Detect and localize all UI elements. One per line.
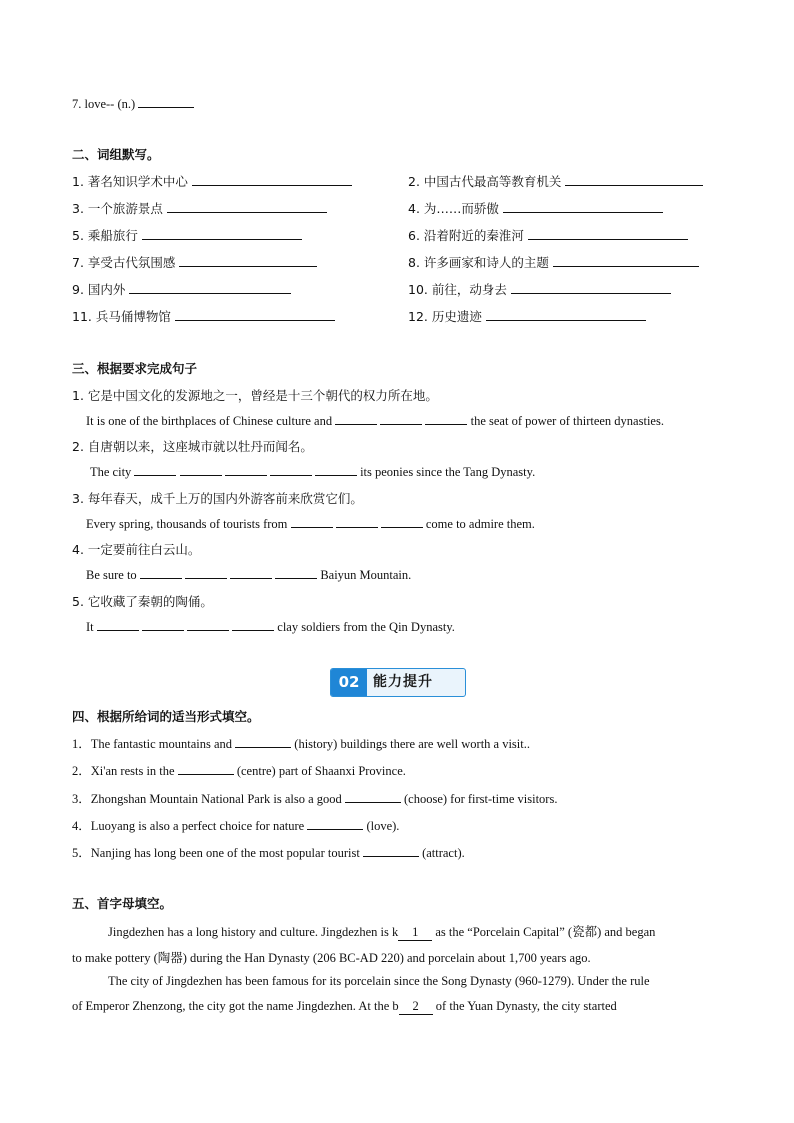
sentence-text: Every spring, thousands of tourists from xyxy=(86,517,288,531)
phrase-label: 5. 乘船旅行 xyxy=(72,228,138,243)
answer-blank[interactable] xyxy=(315,463,357,476)
answer-blank[interactable] xyxy=(528,227,688,240)
sentence-text: its peonies since the Tang Dynasty. xyxy=(360,465,536,479)
phrase-label: 3. 一个旅游景点 xyxy=(72,201,163,216)
answer-blank-2[interactable] xyxy=(399,999,433,1015)
question-text: 3．Zhongshan Mountain National Park is also a good xyxy=(72,792,342,806)
phrase-label: 2. 中国古代最高等教育机关 xyxy=(408,174,562,189)
answer-blank-1[interactable] xyxy=(398,925,432,941)
question-text: 1．The fantastic mountains and xyxy=(72,737,233,751)
answer-blank[interactable] xyxy=(425,412,467,425)
answer-blank[interactable] xyxy=(140,566,182,579)
badge-text: 能力提升 xyxy=(373,674,433,690)
answer-blank[interactable] xyxy=(129,281,291,294)
phrase-label: 8. 许多画家和诗人的主题 xyxy=(408,255,549,270)
badge-number: 02 xyxy=(331,669,367,696)
answer-blank[interactable] xyxy=(187,618,229,631)
phrase-item-3 xyxy=(72,199,327,217)
phrase-item-7 xyxy=(72,253,317,271)
sentence-en-4 xyxy=(86,566,411,583)
answer-blank[interactable] xyxy=(142,227,302,240)
sentence-en-5 xyxy=(86,618,455,635)
sentence-text: It xyxy=(86,620,94,634)
sentence-en-1 xyxy=(86,412,664,429)
answer-blank[interactable] xyxy=(138,95,194,108)
section5-title: 五、首字母填空。 xyxy=(72,896,173,911)
blank-number: 2 xyxy=(412,999,419,1013)
question-text: (choose) for first-time visitors. xyxy=(404,792,558,806)
answer-blank[interactable] xyxy=(380,412,422,425)
passage-line xyxy=(108,922,655,941)
item-love xyxy=(72,95,194,112)
answer-blank[interactable] xyxy=(345,790,401,803)
phrase-label: 11. 兵马俑博物馆 xyxy=(72,309,171,324)
answer-blank[interactable] xyxy=(142,618,184,631)
phrase-item-5 xyxy=(72,226,302,244)
sentence-text: come to admire them. xyxy=(425,517,535,531)
sentence-cn-1: 1. 它是中国文化的发源地之一，曾经是十三个朝代的权力所在地。 xyxy=(72,388,438,403)
question-text: (love). xyxy=(366,819,400,833)
phrase-label: 10. 前往，动身去 xyxy=(408,282,507,297)
question-text: (attract). xyxy=(422,846,465,860)
section2-title: 二、词组默写。 xyxy=(72,147,160,162)
answer-blank[interactable] xyxy=(225,463,267,476)
passage-text: of Emperor Zhenzong, the city got the name Jingdezhen. At the b xyxy=(72,999,399,1013)
answer-blank[interactable] xyxy=(180,463,222,476)
answer-blank[interactable] xyxy=(134,463,176,476)
answer-blank[interactable] xyxy=(185,566,227,579)
phrase-label: 9. 国内外 xyxy=(72,282,126,297)
sentence-cn-3: 3. 每年春天，成千上万的国内外游客前来欣赏它们。 xyxy=(72,491,363,506)
blank-number: 1 xyxy=(412,925,419,939)
sentence-text: clay soldiers from the Qin Dynasty. xyxy=(277,620,455,634)
phrase-label: 7. 享受古代氛围感 xyxy=(72,255,176,270)
section4-title: 四、根据所给词的适当形式填空。 xyxy=(72,709,260,724)
section3-title: 三、根据要求完成句子 xyxy=(72,361,198,376)
phrase-item-2 xyxy=(408,172,703,190)
passage-line: The city of Jingdezhen has been famous for its porcelain since the Song Dynasty (960-1279). Under the rule xyxy=(108,974,650,988)
answer-blank[interactable] xyxy=(486,308,646,321)
sentence-text: Be sure to xyxy=(86,568,137,582)
phrase-label: 6. 沿着附近的秦淮河 xyxy=(408,228,524,243)
answer-blank[interactable] xyxy=(175,308,335,321)
answer-blank[interactable] xyxy=(565,173,703,186)
phrase-label: 4. 为……而骄傲 xyxy=(408,201,499,216)
answer-blank[interactable] xyxy=(192,173,352,186)
phrase-item-9 xyxy=(72,280,291,298)
answer-blank[interactable] xyxy=(336,515,378,528)
sentence-cn-4: 4. 一定要前往白云山。 xyxy=(72,542,201,557)
question-text: (history) buildings there are well worth a visit.. xyxy=(294,737,530,751)
sentence-text: the seat of power of thirteen dynasties. xyxy=(470,414,664,428)
sentence-text: The city xyxy=(90,465,132,479)
answer-blank[interactable] xyxy=(291,515,333,528)
answer-blank[interactable] xyxy=(511,281,671,294)
phrase-label: 12. 历史遗迹 xyxy=(408,309,482,324)
phrase-item-10 xyxy=(408,280,671,298)
sentence-text: It is one of the birthplaces of Chinese culture and xyxy=(86,414,333,428)
answer-blank[interactable] xyxy=(97,618,139,631)
phrase-item-12 xyxy=(408,307,646,325)
answer-blank[interactable] xyxy=(307,817,363,830)
question-text: 2．Xi'an rests in the xyxy=(72,764,175,778)
answer-blank[interactable] xyxy=(230,566,272,579)
passage-text: Jingdezhen has a long history and culture. Jingdezhen is k xyxy=(108,925,399,939)
sentence-en-2 xyxy=(90,463,535,480)
phrase-item-1 xyxy=(72,172,352,190)
answer-blank[interactable] xyxy=(235,735,291,748)
phrase-item-6 xyxy=(408,226,688,244)
answer-blank[interactable] xyxy=(275,566,317,579)
item-love-text: 7. love-- (n.) xyxy=(72,97,136,111)
question-text: (centre) part of Shaanxi Province. xyxy=(236,764,406,778)
passage-text: of the Yuan Dynasty, the city started xyxy=(435,999,617,1013)
wordform-item-1 xyxy=(72,734,530,752)
sentence-cn-5: 5. 它收藏了秦朝的陶俑。 xyxy=(72,594,213,609)
section-badge xyxy=(330,668,466,697)
question-text: 5．Nanjing has long been one of the most popular tourist xyxy=(72,846,360,860)
wordform-item-3 xyxy=(72,789,557,807)
passage-text: as the “Porcelain Capital” (瓷都) and began xyxy=(435,925,656,939)
wordform-item-4 xyxy=(72,816,399,834)
answer-blank[interactable] xyxy=(167,200,327,213)
phrase-item-8 xyxy=(408,253,699,271)
passage-line xyxy=(72,999,617,1015)
answer-blank[interactable] xyxy=(178,762,234,775)
phrase-item-4 xyxy=(408,199,663,217)
question-text: 4．Luoyang is also a perfect choice for nature xyxy=(72,819,305,833)
sentence-en-3 xyxy=(86,515,535,532)
answer-blank[interactable] xyxy=(503,200,663,213)
passage-line: to make pottery (陶器) during the Han Dynasty (206 BC-AD 220) and porcelain about 1,700 years ago. xyxy=(72,951,591,965)
answer-blank[interactable] xyxy=(179,254,317,267)
answer-blank[interactable] xyxy=(363,844,419,857)
phrase-label: 1. 著名知识学术中心 xyxy=(72,174,188,189)
wordform-item-5 xyxy=(72,843,465,861)
sentence-cn-2: 2. 自唐朝以来，这座城市就以牡丹而闻名。 xyxy=(72,439,313,454)
answer-blank[interactable] xyxy=(553,254,699,267)
answer-blank[interactable] xyxy=(270,463,312,476)
answer-blank[interactable] xyxy=(232,618,274,631)
answer-blank[interactable] xyxy=(335,412,377,425)
phrase-item-11 xyxy=(72,307,335,325)
answer-blank[interactable] xyxy=(381,515,423,528)
wordform-item-2 xyxy=(72,761,406,779)
sentence-text: Baiyun Mountain. xyxy=(320,568,412,582)
